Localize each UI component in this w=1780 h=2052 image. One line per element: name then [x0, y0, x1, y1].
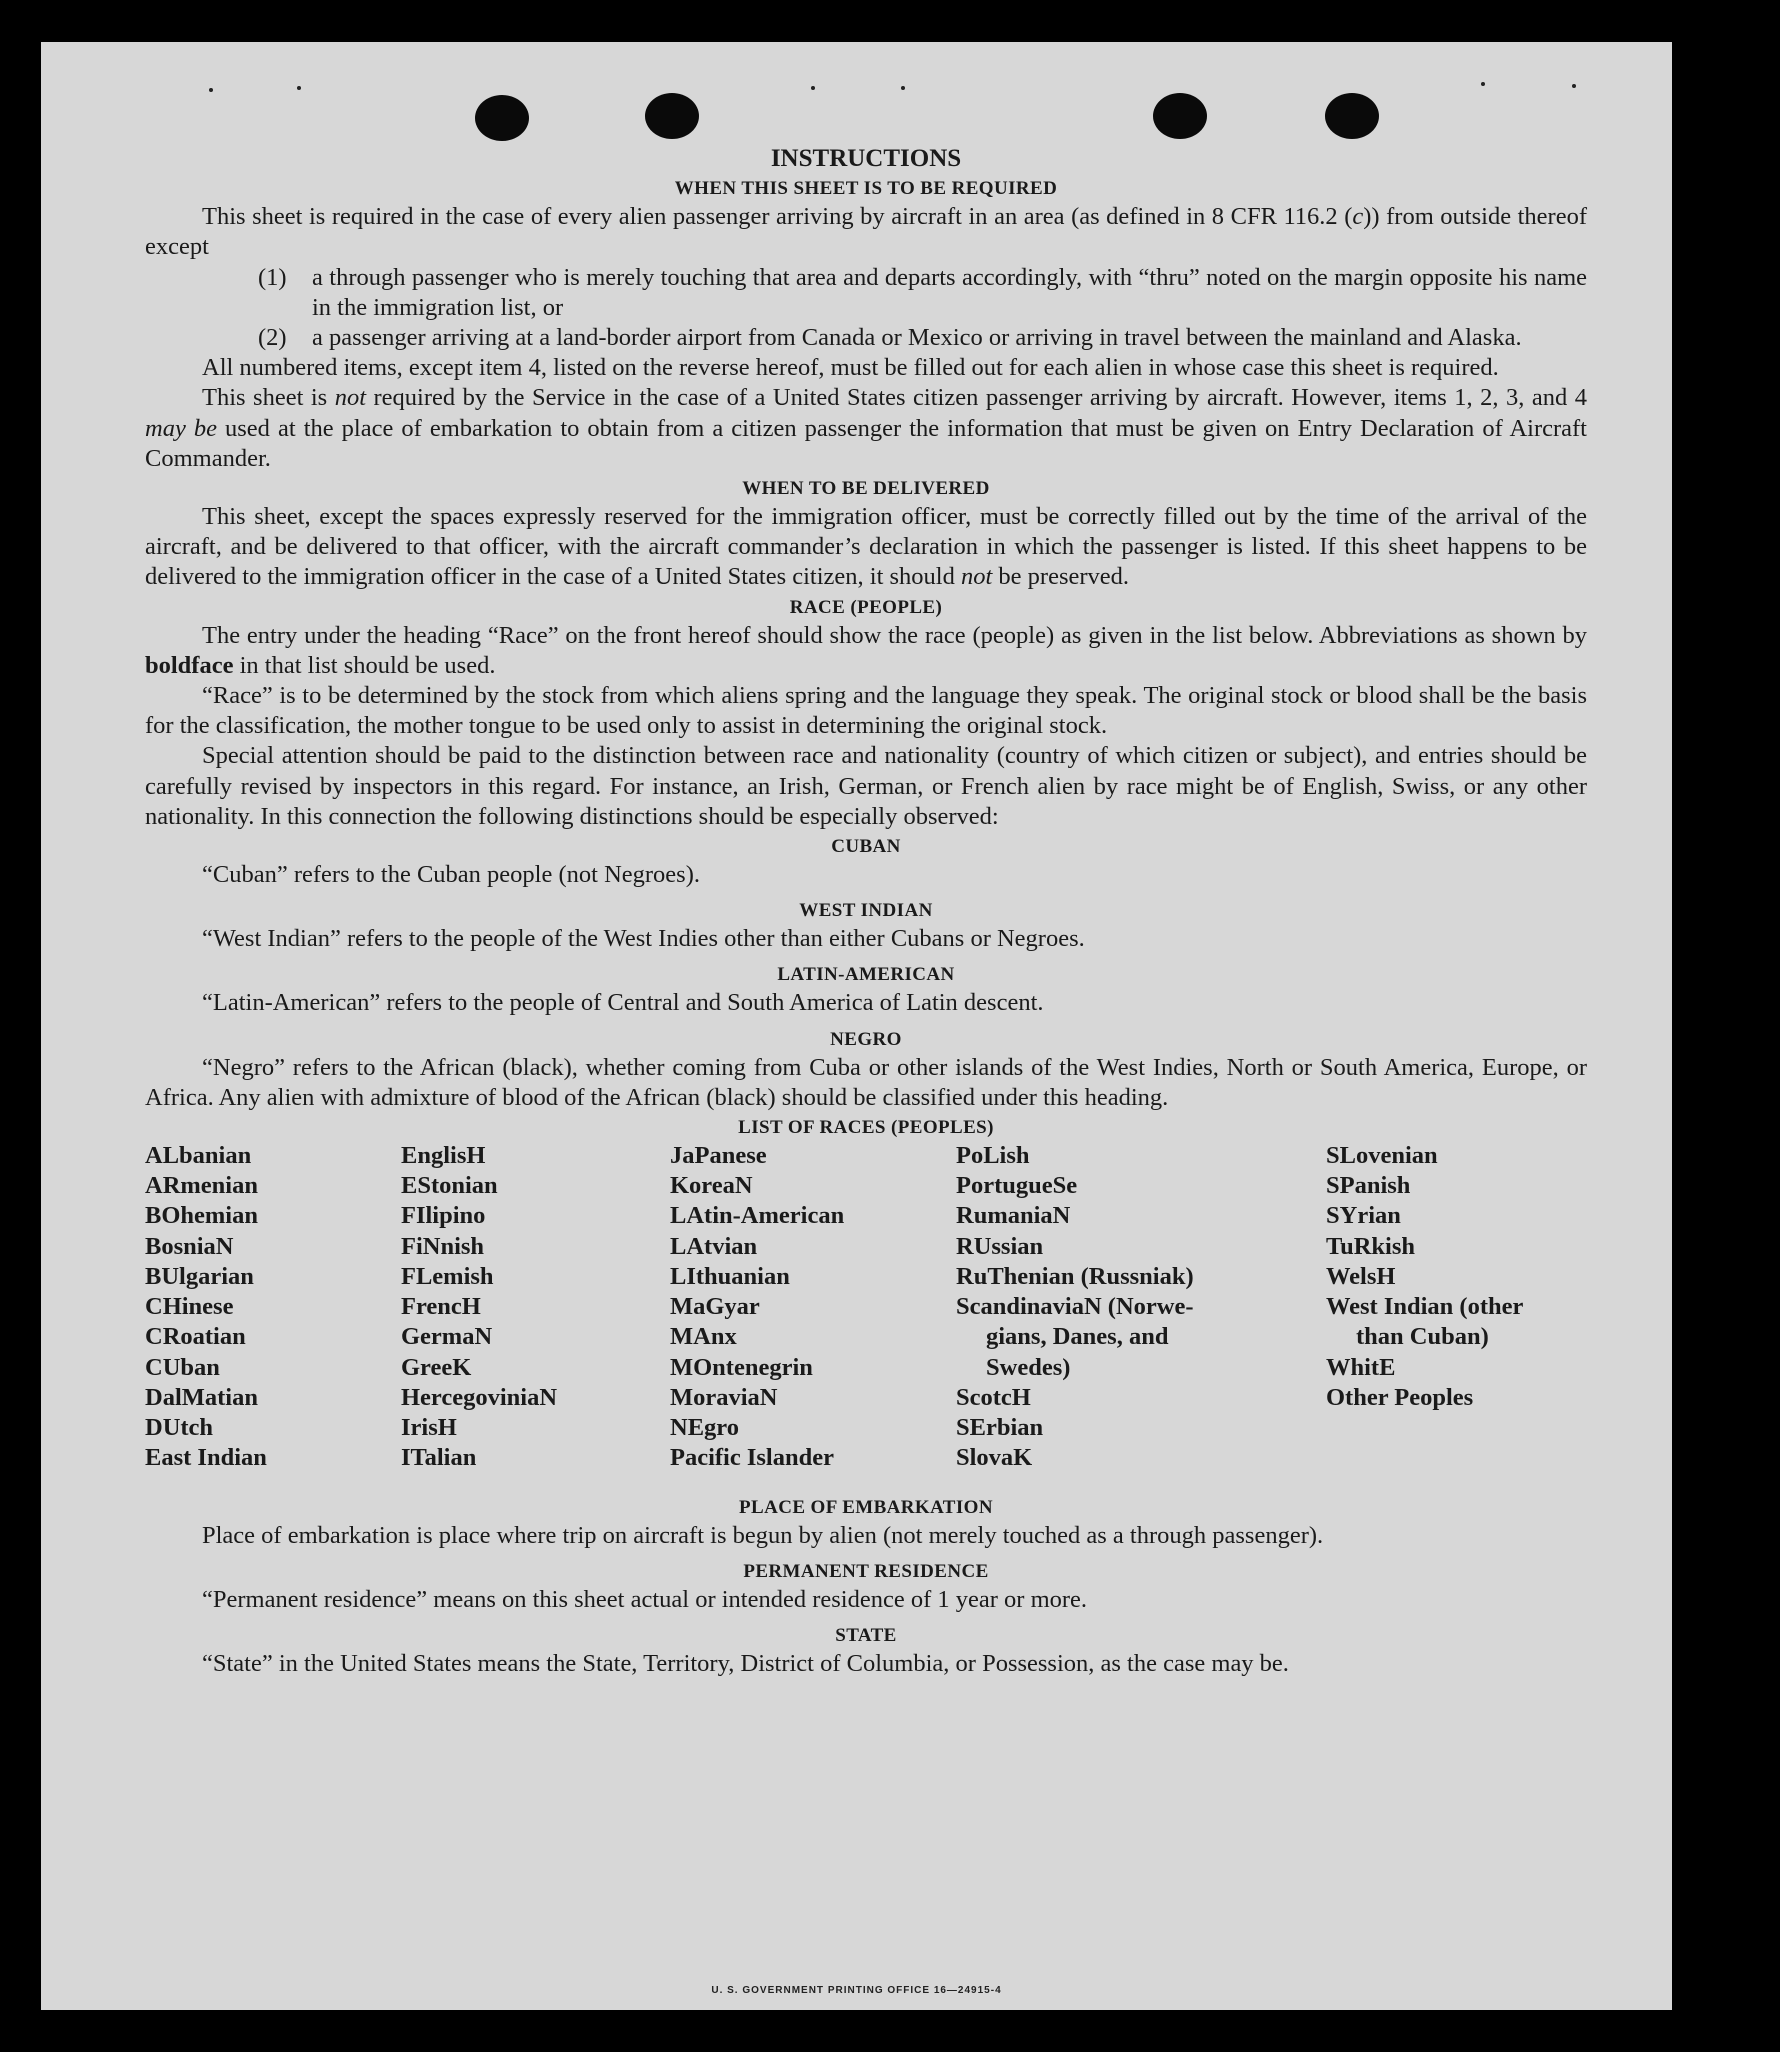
race-entry: BUlgarian [145, 1262, 254, 1290]
races-column-5 [1326, 1141, 1523, 1413]
race-entry: MaGyar [670, 1293, 760, 1321]
instructions-body [145, 142, 1587, 1680]
race-entry: CUban [145, 1353, 220, 1381]
paragraph-race-entry: The entry under the heading “Race” on the front hereof should show the race (people) as given in the list below. Abbreviations as shown by boldface in that list should be used. [145, 621, 1587, 679]
race-entry: RuThenian (Russniak) [956, 1262, 1194, 1290]
races-column-2 [401, 1141, 557, 1473]
race-entry: EStonian [401, 1172, 498, 1200]
paragraph-embarkation: Place of embarkation is place where trip on aircraft is begun by alien (not merely touched as a through passenger). [202, 1522, 1324, 1550]
race-entry: DalMatian [145, 1383, 258, 1411]
races-column-4 [956, 1141, 1194, 1473]
race-entry: Swedes) [986, 1353, 1071, 1381]
race-entry: CRoatian [145, 1323, 246, 1351]
paragraph-race-nationality: Special attention should be paid to the distinction between race and nationality (country of which citizen or subject), and entries should be carefully revised by inspectors in this regard. For instance, an Irish, German, or French alien by race might be of English, Swiss, or any other nationality. In this connection the following distinctions should be especially observed: [145, 742, 1587, 830]
race-entry: WelsH [1326, 1262, 1396, 1290]
paragraph-residence: “Permanent residence” means on this sheet actual or intended residence of 1 year or more. [202, 1586, 1088, 1614]
race-entry: SlovaK [956, 1444, 1033, 1472]
paragraph-state: “State” in the United States means the State, Territory, District of Columbia, or Possession, as the case may be. [202, 1650, 1289, 1678]
paragraph-latin-american: “Latin-American” refers to the people of Central and South America of Latin descent. [202, 989, 1044, 1017]
race-entry: TuRkish [1326, 1232, 1416, 1260]
paragraph-race-stock: “Race” is to be determined by the stock from which aliens spring and the language they speak. The original stock or blood shall be the basis for the classification, the mother tongue to be used only to assist in determining the original stock. [145, 682, 1587, 740]
exception-item-2: (2) a passenger arriving at a land-border airport from Canada or Mexico or arriving in travel between the mainland and Alaska. [258, 324, 1522, 352]
paragraph-west-indian: “West Indian” refers to the people of the West Indies other than either Cubans or Negroes. [202, 925, 1085, 953]
race-entry: LAtvian [670, 1232, 758, 1260]
race-entry: KoreaN [670, 1172, 753, 1200]
heading-cuban: CUBAN [831, 836, 901, 858]
race-entry: PoLish [956, 1142, 1030, 1170]
race-entry: LIthuanian [670, 1262, 790, 1290]
speck [297, 86, 301, 90]
race-entry: ScandinaviaN (Norwe- [956, 1293, 1194, 1321]
race-entry: CHinese [145, 1293, 234, 1321]
heading-latin-american: LATIN-AMERICAN [777, 964, 955, 986]
speck [209, 88, 213, 92]
race-entry: ITalian [401, 1444, 477, 1472]
race-entry: East Indian [145, 1444, 267, 1472]
speck [1481, 82, 1485, 86]
race-entry: ALbanian [145, 1142, 252, 1170]
speck [811, 86, 815, 90]
heading-race: RACE (PEOPLE) [789, 596, 943, 618]
paragraph-negro: “Negro” refers to the African (black), whether coming from Cuba or other islands of the West Indies, North or South America, Europe, or Africa. Any alien with admixture of blood of the African (black) should be classified under this heading. [145, 1053, 1587, 1111]
race-entry: gians, Danes, and [986, 1323, 1169, 1351]
heading-races-list: LIST OF RACES (PEOPLES) [738, 1117, 994, 1139]
race-entry: SYrian [1326, 1202, 1401, 1230]
heading-required: WHEN THIS SHEET IS TO BE REQUIRED [674, 178, 1058, 200]
races-column-1 [145, 1141, 267, 1473]
punch-hole [475, 95, 529, 141]
printing-office-imprint: U. S. GOVERNMENT PRINTING OFFICE 16—24915-4 [711, 1985, 1002, 1996]
race-entry: Other Peoples [1326, 1383, 1474, 1411]
race-entry: IrisH [401, 1413, 457, 1441]
races-column-3 [670, 1141, 844, 1473]
race-entry: SPanish [1326, 1172, 1411, 1200]
heading-residence: PERMANENT RESIDENCE [743, 1561, 989, 1583]
race-entry: FLemish [401, 1262, 494, 1290]
race-entry: MAnx [670, 1323, 737, 1351]
paragraph-citizen: This sheet is not required by the Service in the case of a United States citizen passenger arriving by aircraft. However, items 1, 2, 3, and 4 may be used at the place of embarkation to obtain from a citizen passenger the information that must be given on Entry Declaration of Aircraft Commander. [145, 384, 1587, 472]
race-entry: MoraviaN [670, 1383, 778, 1411]
race-entry: PortugueSe [956, 1172, 1078, 1200]
speck [901, 86, 905, 90]
punch-hole [645, 93, 699, 139]
race-entry: MOntenegrin [670, 1353, 813, 1381]
page-title: INSTRUCTIONS [770, 145, 962, 172]
race-entry: EnglisH [401, 1142, 486, 1170]
race-entry: HercegoviniaN [401, 1383, 558, 1411]
heading-negro: NEGRO [830, 1028, 902, 1050]
race-entry: SLovenian [1326, 1142, 1438, 1170]
race-entry: BOhemian [145, 1202, 258, 1230]
heading-delivered: WHEN TO BE DELIVERED [742, 478, 990, 500]
race-entry: NEgro [670, 1413, 739, 1441]
race-entry: GreeK [401, 1353, 472, 1381]
race-entry: LAtin-American [670, 1202, 845, 1230]
race-entry: FrencH [401, 1293, 481, 1321]
races-list [145, 1141, 1587, 1493]
heading-state: STATE [835, 1625, 897, 1647]
race-entry: than Cuban) [1356, 1323, 1489, 1351]
paragraph-cuban: “Cuban” refers to the Cuban people (not Negroes). [202, 861, 700, 889]
race-entry: FIlipino [401, 1202, 486, 1230]
paragraph-required: This sheet is required in the case of every alien passenger arriving by aircraft in an area (as defined in 8 CFR 116.2 (c)) from outside thereof except [145, 203, 1587, 261]
race-entry: Pacific Islander [670, 1444, 834, 1472]
race-entry: SErbian [956, 1413, 1044, 1441]
heading-embarkation: PLACE OF EMBARKATION [739, 1497, 993, 1519]
race-entry: ScotcH [956, 1383, 1031, 1411]
speck [1572, 84, 1576, 88]
heading-west-indian: WEST INDIAN [799, 900, 933, 922]
paragraph-numbered-items: All numbered items, except item 4, listed on the reverse hereof, must be filled out for each alien in whose case this sheet is required. [202, 354, 1499, 382]
paragraph-delivered: This sheet, except the spaces expressly reserved for the immigration officer, must be correctly filled out by the time of the arrival of the aircraft, and be delivered to that officer, with the aircraft commander’s declaration in which the passenger is listed. If this sheet happens to be delivered to the immigration officer in the case of a United States citizen, it should not be preserved. [145, 503, 1587, 591]
race-entry: ARmenian [145, 1172, 258, 1200]
punch-hole [1153, 93, 1207, 139]
race-entry: FiNnish [401, 1232, 485, 1260]
race-entry: RumaniaN [956, 1202, 1071, 1230]
race-entry: BosniaN [145, 1232, 234, 1260]
race-entry: JaPanese [670, 1142, 767, 1170]
race-entry: RUssian [956, 1232, 1044, 1260]
exception-item-1: (1) a through passenger who is merely touching that area and departs accordingly, with “thru” noted on the margin opposite his name in the immigration list, or [258, 263, 1587, 321]
race-entry: West Indian (other [1326, 1293, 1524, 1321]
punch-hole [1325, 93, 1379, 139]
race-entry: DUtch [145, 1413, 214, 1441]
document-sheet [41, 42, 1672, 2010]
race-entry: GermaN [401, 1323, 493, 1351]
race-entry: WhitE [1326, 1353, 1396, 1381]
